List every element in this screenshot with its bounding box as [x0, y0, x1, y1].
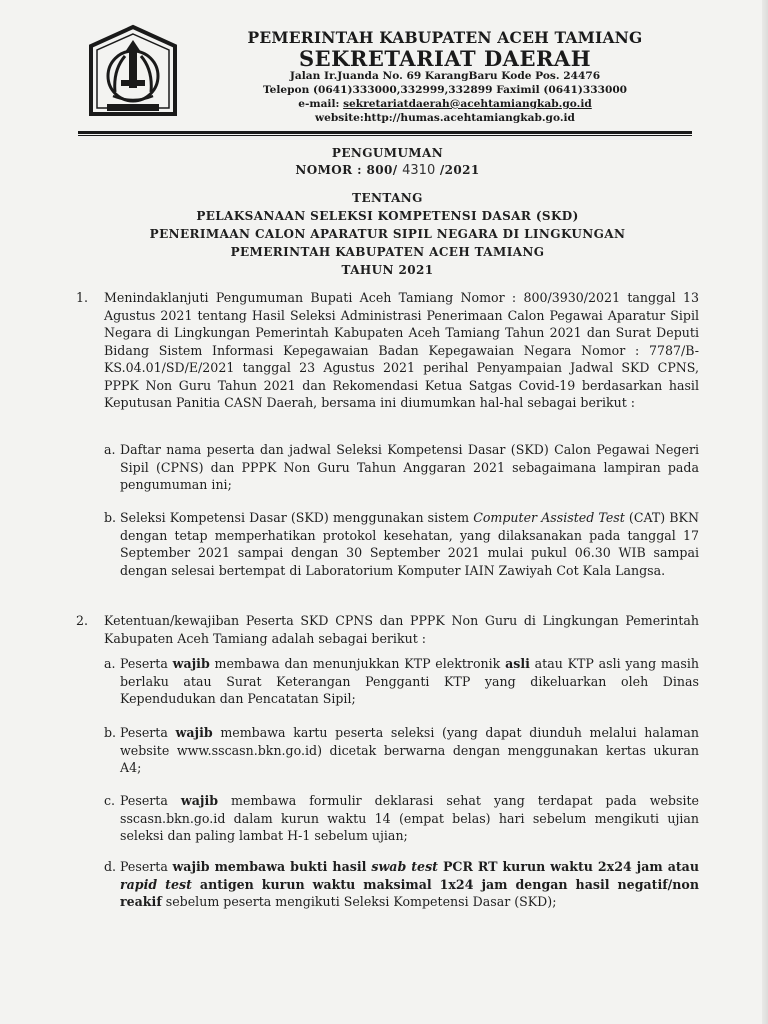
sub-item-2a-post: atau KTP asli yang masih berlaku atau Surat Keterangan Pengganti KTP yang dikeluarkan oleh Dinas Kependudukan dan Pencatatan Sipil; — [120, 656, 699, 706]
sub-item-2a-bold-1: wajib — [172, 656, 210, 671]
sub-item-1b-pre: Seleksi Kompetensi Dasar (SKD) menggunakan sistem — [120, 510, 474, 525]
website-label: website: — [315, 112, 364, 124]
sub-item-2b-post: membawa kartu peserta seleksi (yang dapat diunduh melalui halaman website www.sscasn.bkn.go.id) dicetak berwarna dengan menggunakan kertas ukuran A4; — [120, 725, 699, 775]
sub-item-2d-bold-3: antigen kurun waktu maksimal 1x24 jam dengan hasil negatif/non reakif — [120, 876, 699, 909]
sub-item-2a-mid: membawa dan menunjukkan KTP elektronik — [209, 656, 506, 671]
sub-item-2a-text — [120, 655, 699, 708]
office-name: SEKRETARIAT DAERAH — [298, 46, 592, 71]
sub-item-1b-text — [120, 509, 699, 579]
announcement-title-line-4: TAHUN 2021 — [341, 263, 434, 277]
announcement-number — [130, 163, 645, 178]
item-2-text: Ketentuan/kewajiban Peserta SKD CPNS dan PPPK Non Guru di Lingkungan Pemerintah Kabupaten Aceh Tamiang adalah sebagai berikut : — [104, 613, 699, 646]
sub-item-2d-label: d. — [104, 859, 117, 874]
sub-item-2d-text — [120, 858, 699, 911]
announcement-title-line-2: PENERIMAAN CALON APARATUR SIPIL NEGARA DI LINGKUNGAN — [149, 227, 626, 241]
email-link[interactable]: sekretariatdaerah@acehtamiangkab.go.id — [343, 98, 592, 110]
sub-item-1b-italic: Computer Assisted Test — [473, 510, 625, 525]
sub-item-1a-text: Daftar nama peserta dan jadwal Seleksi Kompetensi Dasar (SKD) Calon Pegawai Negeri Sipil (CPNS) dan PPPK Non Guru Tahun Anggaran 2021 sebagaimana lampiran pada pengumuman ini; — [120, 442, 699, 492]
number-suffix: /2021 — [439, 163, 480, 177]
sub-item-2d-pre: Peserta — [120, 859, 173, 874]
sub-item-2d-post: sebelum peserta mengikuti Seleksi Kompetensi Dasar (SKD); — [161, 894, 557, 909]
announcement-about: TENTANG — [352, 191, 423, 205]
sub-item-1b-label: b. — [104, 510, 117, 525]
letterhead-divider-thin — [78, 135, 692, 136]
sub-item-2d-bold-italic-2: rapid test — [120, 876, 192, 892]
item-number-2: 2. — [76, 613, 89, 628]
sub-item-2a-bold-2: asli — [505, 656, 530, 671]
sub-item-2a-label: a. — [104, 656, 116, 671]
sub-item-1a-label: a. — [104, 442, 116, 457]
sub-item-2c-bold: wajib — [180, 793, 219, 808]
sub-item-2d-bold-italic-1: swab test — [371, 859, 438, 874]
sub-item-2c-label: c. — [104, 793, 116, 808]
sub-item-2b-bold: wajib — [175, 725, 213, 740]
email-label: e-mail: — [298, 98, 340, 110]
number-handwritten: 4310 — [402, 163, 436, 178]
office-phone: Telepon (0641)333000,332999,332899 Faximil (0641)333000 — [262, 84, 628, 96]
sub-item-2c-text — [120, 792, 699, 845]
announcement-title-line-3: PEMERINTAH KABUPATEN ACEH TAMIANG — [230, 245, 545, 259]
sub-item-2c-post: membawa formulir deklarasi sehat yang terdapat pada website sscasn.bkn.go.id dalam kurun waktu 14 (empat belas) hari sebelum mengikuti ujian seleksi dan paling lambat H-1 sebelum ujian; — [120, 793, 699, 843]
sub-item-2b-text — [120, 724, 699, 777]
website-link[interactable]: http://humas.acehtamiangkab.go.id — [363, 112, 575, 124]
sub-item-2a-pre: Peserta — [120, 656, 173, 671]
announcement-heading: PENGUMUMAN — [331, 146, 444, 160]
announcement-title-line-1: PELAKSANAAN SELEKSI KOMPETENSI DASAR (SKD) — [196, 209, 579, 223]
sub-item-2b-label: b. — [104, 725, 117, 740]
sub-item-1b-post: (CAT) BKN dengan tetap memperhatikan protokol kesehatan, yang dilaksanakan pada tanggal 17 September 2021 sampai dengan 30 September 2021 mulai pukul 06.30 WIB sampai dengan selesai bertempat di Laboratorium Komputer IAIN Zawiyah Cot Kala Langsa. — [120, 510, 699, 578]
number-prefix: NOMOR : 800/ — [295, 163, 398, 177]
office-website — [200, 112, 690, 124]
sub-item-2c-pre: Peserta — [120, 793, 181, 808]
scan-edge-shadow — [762, 0, 768, 1024]
item-1-text: Menindaklanjuti Pengumuman Bupati Aceh Tamiang Nomor : 800/3930/2021 tanggal 13 Agustus 2021 tentang Hasil Seleksi Administrasi Penerimaan Calon Pegawai Aparatur Sipil Negara di Lingkungan Pemerintah Kabupaten Aceh Tamiang Tahun 2021 dan Surat Deputi Bidang Sistem Informasi Kepegawaian Badan Kepegawaian Negara Nomor : 7787/B-KS.04.01/SD/E/2021 tanggal 23 Agustus 2021 perihal Penyampaian Jadwal SKD CPNS, PPPK Non Guru Tahun 2021 dan Rekomendasi Ketua Satgas Covid-19 berdasarkan hasil Keputusan Panitia CASN Daerah, bersama ini diumumkan hal-hal sebagai berikut : — [104, 290, 699, 410]
sub-item-2b-pre: Peserta — [120, 725, 176, 740]
sub-item-2d-bold-2: PCR RT kurun waktu 2x24 jam atau — [437, 859, 699, 874]
office-email — [200, 98, 690, 110]
aceh-tamiang-emblem-icon — [83, 24, 183, 124]
letterhead-divider-thick — [78, 131, 692, 134]
office-address: Jalan Ir.Juanda No. 69 KarangBaru Kode Pos. 24476 — [289, 70, 601, 82]
government-name: PEMERINTAH KABUPATEN ACEH TAMIANG — [247, 28, 643, 47]
sub-item-2d-bold-1: wajib membawa bukti hasil — [172, 859, 372, 874]
item-number-1: 1. — [76, 290, 89, 305]
